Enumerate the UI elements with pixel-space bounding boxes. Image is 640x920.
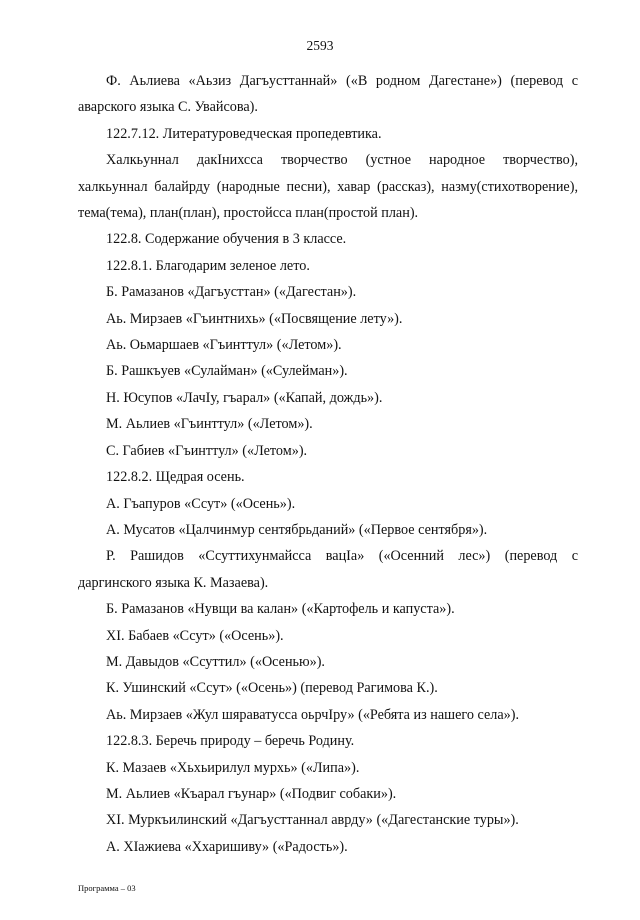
list-item: А. Гъапуров «Ссут» («Осень»). bbox=[106, 495, 296, 512]
footer-label: Программа – 03 bbox=[78, 883, 136, 893]
section-heading: 122.8.3. Беречь природу – беречь Родину. bbox=[106, 733, 355, 750]
list-item: К. Мазаев «Хьхьирилул мурхь» («Липа»). bbox=[106, 759, 360, 776]
page-number: 2593 bbox=[306, 38, 334, 53]
list-item: М. Аьлиев «Къарал гъунар» («Подвиг собаки»). bbox=[106, 785, 397, 802]
section-heading: 122.8. Содержание обучения в 3 классе. bbox=[106, 231, 347, 248]
list-item: Аь. Мирзаев «Гъинтнихь» («Посвящение лету»). bbox=[106, 310, 403, 327]
list-item: Н. Юсупов «ЛачIу, гъарал» («Капай, дождь»). bbox=[106, 389, 383, 406]
list-item: М. Аьлиев «Гъинттул» («Летом»). bbox=[106, 416, 313, 433]
paragraph: Халкьуннал дакIнихсса творчество (устное народное творчество), халкьуннал балайрду (народные песни), хавар (рассказ), назму(стихотворение), тема(тема), план(план), простойсса план(простой план). bbox=[78, 152, 578, 222]
paragraph: Ф. Аьлиева «Аьзиз Дагъусттаннай» («В родном Дагестане») (перевод с аварского языка С. Увайсова). bbox=[78, 73, 578, 116]
list-item: ХI. Бабаев «Ссут» («Осень»). bbox=[106, 627, 284, 644]
list-item: Аь. Оьмаршаев «Гъинттул» («Летом»). bbox=[106, 337, 342, 354]
list-item: С. Габиев «Гъинттул» («Летом»). bbox=[106, 442, 308, 459]
list-item: ХI. Муркъилинский «Дагъусттаннал аврду» («Дагестанские туры»). bbox=[106, 812, 519, 829]
list-item: Б. Рашкъуев «Сулайман» («Сулейман»). bbox=[106, 363, 348, 380]
list-item: А. Мусатов «Цалчинмур сентябрьданий» («Первое сентября»). bbox=[106, 521, 488, 538]
list-item: Р. Рашидов «Ссуттихунмайсса вацIа» («Осенний лес») (перевод с даргинского языка К. Мазаева). bbox=[78, 548, 578, 591]
list-item: А. ХIажиева «Ххаришиву» («Радость»). bbox=[106, 838, 348, 855]
list-item: М. Давыдов «Ссуттил» («Осенью»). bbox=[106, 653, 325, 670]
section-heading: 122.8.2. Щедрая осень. bbox=[106, 469, 245, 486]
list-item: Аь. Мирзаев «Жул шяраватусса оьрчIру» («Ребята из нашего села»). bbox=[106, 706, 519, 723]
list-item: Б. Рамазанов «Нувщи ва калан» («Картофель и капуста»). bbox=[106, 601, 455, 618]
section-heading: 122.8.1. Благодарим зеленое лето. bbox=[106, 257, 310, 274]
section-heading: 122.7.12. Литературоведческая пропедевтика. bbox=[106, 125, 382, 142]
list-item: К. Ушинский «Ссут» («Осень») (перевод Рагимова К.). bbox=[106, 680, 438, 697]
list-item: Б. Рамазанов «Дагъусттан» («Дагестан»). bbox=[106, 284, 357, 301]
document-body bbox=[78, 68, 578, 860]
